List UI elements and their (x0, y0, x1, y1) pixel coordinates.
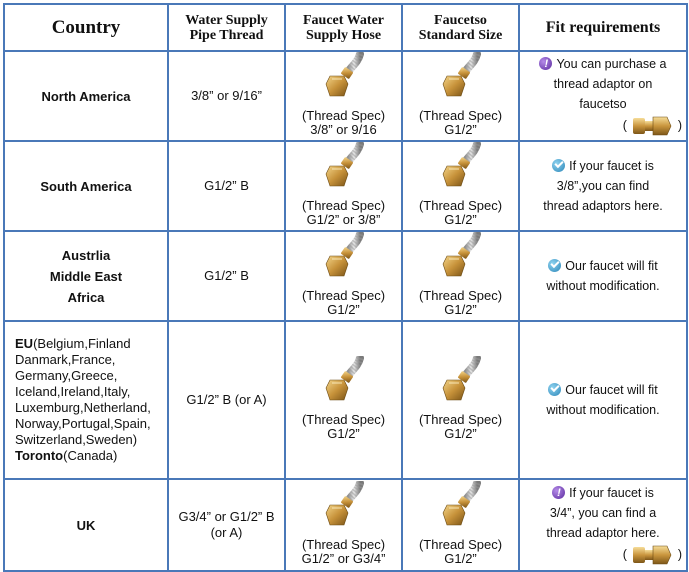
fit-cell: !If your faucet is 3/4”, you can find a thread adaptor here. ( ) (519, 479, 687, 571)
region-cell: North America (4, 51, 168, 141)
pipe-thread-cell: G1/2” B (168, 141, 285, 231)
region-cell: South America (4, 141, 168, 231)
pipe-thread-cell: G1/2” B (168, 231, 285, 321)
header-fit-requirements: Fit requirements (519, 4, 687, 51)
standard-cell: (Thread Spec) G1/2” (402, 51, 519, 141)
hose-image (439, 52, 483, 105)
info-icon (539, 57, 552, 70)
region-cell-eu: EU(Belgium,Finland Danmark,France, Germany,Greece, Iceland,Ireland,Italy, Luxemburg,Netherland, Norway,Portugal,Spain, Switzerland,Sweden) Toronto(Canada) (4, 321, 168, 479)
header-pipe-thread: Water Supply Pipe Thread (168, 4, 285, 51)
hose-image (322, 356, 366, 409)
adaptor-link[interactable]: thread adaptor here. (546, 526, 660, 540)
table-row (4, 231, 687, 321)
header-country: Country (4, 4, 168, 51)
header-supply-hose: Faucet Water Supply Hose (285, 4, 402, 51)
hose-image (322, 142, 366, 195)
header-standard-size: Faucetso Standard Size (402, 4, 519, 51)
region-cell: Austrlia Middle East Africa (4, 231, 168, 321)
check-icon (548, 259, 561, 272)
standard-cell: (Thread Spec) G1/2” (402, 479, 519, 571)
check-icon (548, 383, 561, 396)
pipe-thread-cell: G3/4” or G1/2” B (or A) (168, 479, 285, 571)
hose-image (322, 52, 366, 105)
thread-spec-table (3, 3, 688, 572)
fit-cell: Our faucet will fit without modification. (519, 321, 687, 479)
hose-image (322, 232, 366, 285)
pipe-thread-cell: 3/8” or 9/16” (168, 51, 285, 141)
header-row (4, 4, 687, 51)
hose-image (322, 481, 366, 534)
standard-cell: (Thread Spec) G1/2” (402, 141, 519, 231)
hose-image (439, 142, 483, 195)
hose-cell: (Thread Spec) G1/2” (285, 231, 402, 321)
fit-cell: !You can purchase a thread adaptor on faucetso ( ) (519, 51, 687, 141)
fit-cell: Our faucet will fit without modification. (519, 231, 687, 321)
info-icon (552, 486, 565, 499)
adaptor-line: ( ) (520, 543, 686, 567)
hose-image (439, 481, 483, 534)
table-row (4, 479, 687, 571)
pipe-thread-cell: G1/2” B (or A) (168, 321, 285, 479)
table-row (4, 141, 687, 231)
table-row (4, 51, 687, 141)
hose-cell: (Thread Spec) G1/2” or 3/8” (285, 141, 402, 231)
standard-cell: (Thread Spec) G1/2” (402, 321, 519, 479)
hose-cell: (Thread Spec) G1/2” or G3/4” (285, 479, 402, 571)
fit-cell: If your faucet is 3/8”,you can find thread adaptors here. (519, 141, 687, 231)
hose-image (439, 356, 483, 409)
check-icon (552, 159, 565, 172)
hose-cell: (Thread Spec) G1/2” (285, 321, 402, 479)
table-row (4, 321, 687, 479)
thread-adaptor-icon[interactable] (630, 118, 674, 132)
region-cell: UK (4, 479, 168, 571)
hose-cell: (Thread Spec) 3/8” or 9/16 (285, 51, 402, 141)
faucetso-link[interactable]: faucetso (579, 97, 627, 111)
standard-cell: (Thread Spec) G1/2” (402, 231, 519, 321)
adaptor-line: ( ) (520, 114, 686, 138)
adaptors-link[interactable]: thread adaptors here. (543, 199, 663, 213)
thread-adaptor-icon[interactable] (630, 547, 674, 561)
hose-image (439, 232, 483, 285)
